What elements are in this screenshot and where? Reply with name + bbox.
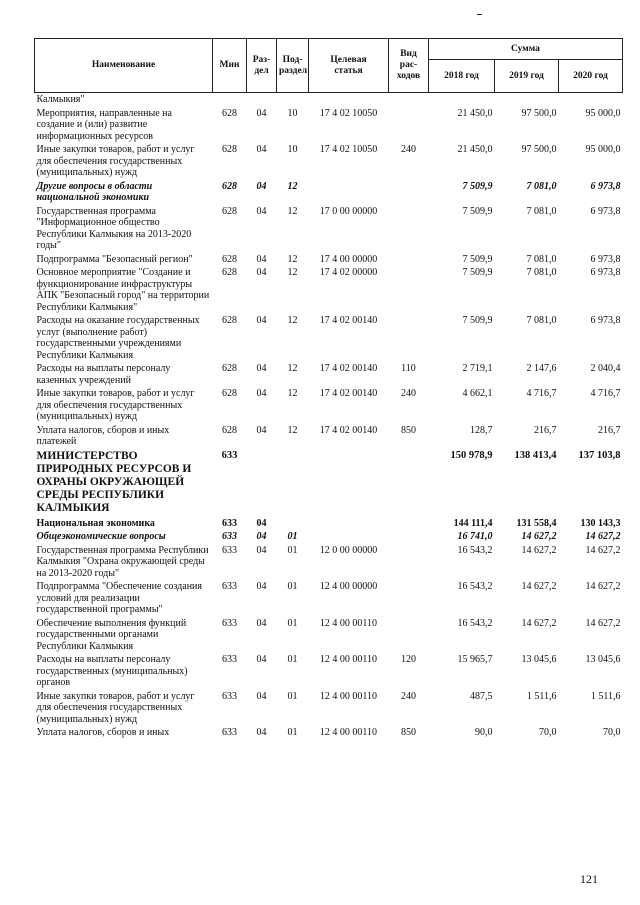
row-sum-2018: 2 719,1 [462, 363, 493, 374]
row-sum-2020: 6 973,8 [590, 180, 621, 192]
row-sum-2018: 7 509,9 [462, 315, 493, 326]
table-row [35, 517, 623, 531]
table-row [35, 387, 623, 424]
row-sum-2020: 216,7 [598, 424, 621, 436]
header-summa: Сумма [429, 39, 623, 60]
row-podrazdel: 01 [287, 727, 298, 739]
table-row [35, 253, 623, 267]
row-min: 633 [222, 531, 237, 543]
row-podrazdel: 01 [287, 654, 298, 666]
row-razdel: 04 [256, 253, 267, 265]
row-sum-2020: 4 716,7 [590, 388, 621, 399]
header-vid [389, 39, 429, 93]
table-row [35, 93, 623, 107]
row-sum-2019: 216,7 [534, 424, 557, 436]
row-tselevaya: 17 4 02 00000 [319, 267, 378, 278]
header-2020: 2020 год [559, 60, 623, 93]
header-2018: 2018 год [429, 60, 495, 93]
row-tselevaya: 17 4 02 10050 [319, 107, 378, 119]
row-sum-2018: 150 978,9 [450, 449, 493, 461]
row-name: Уплата налогов, сборов и иных платежей [36, 424, 170, 447]
row-podrazdel: 12 [287, 267, 298, 278]
row-vid [389, 617, 429, 654]
row-tselevaya [309, 93, 389, 107]
row-sum-2020: 70,0 [603, 727, 621, 739]
row-min: 628 [222, 424, 237, 436]
header-vid-text: Вид рас- ходов [396, 49, 421, 81]
row-vid [389, 314, 429, 362]
row-sum-2019: 14 627,2 [521, 544, 557, 556]
row-sum-2018: 16 543,2 [457, 581, 493, 593]
row-podrazdel: 01 [287, 531, 298, 543]
header-tselevaya-text: Целевая статья [330, 54, 367, 76]
row-sum-2019: 7 081,0 [526, 180, 557, 192]
header-min: Мин [213, 39, 247, 93]
budget-table [34, 38, 623, 740]
row-name: Иные закупки товаров, работ и услуг для обеспечения государственных (муниципальных) нужд [36, 388, 195, 422]
row-name: Национальная экономика [36, 517, 155, 529]
row-vid [389, 180, 429, 205]
row-razdel: 04 [256, 424, 267, 436]
row-vid [389, 449, 429, 517]
row-sum-2019: 97 500,0 [521, 144, 557, 155]
header-name: Наименование [35, 39, 213, 93]
row-sum-2018: 21 450,0 [457, 107, 493, 119]
row-sum-2020: 137 103,8 [578, 449, 621, 461]
row-tselevaya: 17 4 02 00140 [319, 315, 378, 326]
row-min: 628 [222, 107, 237, 119]
row-min: 628 [222, 363, 237, 374]
row-sum-2018: 7 509,9 [462, 267, 493, 278]
row-razdel: 04 [256, 727, 267, 739]
row-razdel: 04 [256, 315, 267, 326]
row-name: Другие вопросы в области национальной экономики [36, 180, 153, 203]
row-sum-2019: 14 627,2 [521, 617, 557, 629]
row-sum-2020: 6 973,8 [590, 315, 621, 326]
row-tselevaya: 12 4 00 00110 [319, 654, 378, 666]
row-vid: 240 [401, 144, 416, 155]
row-razdel: 04 [256, 205, 267, 217]
row-sum-2018: 16 741,0 [457, 531, 493, 543]
row-min: 633 [222, 654, 237, 666]
row-name: Расходы на оказание государственных услуг (выполнение работ) государственными учреждениями Республики Калмыкия [36, 315, 200, 361]
row-vid [389, 544, 429, 581]
row-razdel: 04 [256, 581, 267, 593]
row-sum-2019: 7 081,0 [526, 253, 557, 265]
row-sum-2018: 7 509,9 [462, 205, 493, 217]
row-podrazdel: 12 [287, 424, 298, 436]
row-podrazdel [277, 449, 309, 517]
row-razdel: 04 [256, 180, 267, 192]
row-sum-2020: 13 045,6 [585, 654, 621, 666]
row-tselevaya [309, 180, 389, 205]
row-sum-2018: 7 509,9 [462, 253, 493, 265]
table-row [35, 653, 623, 690]
row-sum-2018: 90,0 [475, 727, 493, 739]
row-name: МИНИСТЕРСТВО ПРИРОДНЫХ РЕСУРСОВ И ОХРАНЫ ОКРУЖАЮЩЕЙ СРЕДЫ РЕСПУБЛИКИ КАЛМЫКИЯ [36, 449, 192, 515]
row-min: 633 [222, 581, 237, 593]
row-vid [389, 107, 429, 144]
row-sum-2018: 16 543,2 [457, 617, 493, 629]
table-row [35, 580, 623, 617]
table-row [35, 107, 623, 144]
row-sum-2018: 128,7 [470, 424, 493, 436]
row-tselevaya [309, 517, 389, 531]
row-razdel [247, 93, 277, 107]
table-row [35, 424, 623, 449]
row-podrazdel: 12 [287, 180, 298, 192]
row-sum-2019: 13 045,6 [521, 654, 557, 666]
row-sum-2018: 487,5 [470, 690, 493, 702]
row-sum-2019: 7 081,0 [526, 267, 557, 278]
row-razdel: 04 [256, 517, 267, 529]
row-tselevaya [309, 449, 389, 517]
row-vid: 240 [401, 388, 416, 399]
row-sum-2019: 1 511,6 [526, 690, 557, 702]
row-tselevaya: 17 4 02 00140 [319, 363, 378, 374]
row-min: 628 [222, 315, 237, 326]
row-min: 628 [222, 253, 237, 265]
row-sum-2018 [429, 93, 495, 107]
row-tselevaya: 17 4 02 10050 [319, 144, 378, 155]
row-vid: 850 [401, 727, 416, 739]
row-sum-2019 [495, 93, 559, 107]
row-name: Иные закупки товаров, работ и услуг для обеспечения государственных (муниципальных) нужд [36, 690, 195, 725]
row-podrazdel [277, 93, 309, 107]
table-row [35, 449, 623, 517]
row-sum-2019: 97 500,0 [521, 107, 557, 119]
row-name: Государственная программа "Информационное общество Республики Калмыкия на 2013-2020 годы" [36, 205, 192, 251]
row-podrazdel: 01 [287, 617, 298, 629]
row-tselevaya: 17 4 00 00000 [319, 253, 378, 265]
row-sum-2020: 14 627,2 [585, 581, 621, 593]
row-tselevaya: 12 4 00 00110 [319, 727, 378, 739]
row-razdel: 04 [256, 363, 267, 374]
row-razdel: 04 [256, 144, 267, 155]
row-razdel: 04 [256, 267, 267, 278]
row-razdel [247, 449, 277, 517]
row-tselevaya: 12 0 00 00000 [319, 544, 378, 556]
row-min: 628 [222, 144, 237, 155]
row-name: Иные закупки товаров, работ и услуг для обеспечения государственных (муниципальных) нужд [36, 144, 195, 178]
table-row [35, 205, 623, 253]
row-min: 633 [222, 617, 237, 629]
row-podrazdel: 01 [287, 690, 298, 702]
row-sum-2020: 6 973,8 [590, 253, 621, 265]
row-sum-2019: 70,0 [539, 727, 557, 739]
row-sum-2020: 2 040,4 [590, 363, 621, 374]
row-razdel: 04 [256, 388, 267, 399]
row-name: Уплата налогов, сборов и иных [36, 727, 170, 739]
top-dash-mark [477, 14, 482, 15]
row-podrazdel: 01 [287, 581, 298, 593]
row-name: Мероприятия, направленные на создание и (или) развитие информационных ресурсов [36, 107, 172, 142]
row-sum-2019: 7 081,0 [526, 205, 557, 217]
row-sum-2020: 6 973,8 [590, 205, 621, 217]
header-2019: 2019 год [495, 60, 559, 93]
row-sum-2020: 6 973,8 [590, 267, 621, 278]
row-name: Подпрограмма "Безопасный регион" [36, 253, 193, 265]
row-tselevaya: 17 4 02 00140 [319, 424, 378, 436]
row-podrazdel [277, 517, 309, 531]
row-podrazdel: 12 [287, 253, 298, 265]
row-vid [389, 205, 429, 253]
table-row [35, 544, 623, 581]
row-podrazdel: 10 [287, 107, 298, 119]
row-sum-2020 [559, 93, 623, 107]
row-vid [389, 580, 429, 617]
row-min: 633 [222, 544, 237, 556]
row-razdel: 04 [256, 654, 267, 666]
row-sum-2019: 7 081,0 [526, 315, 557, 326]
table-row [35, 314, 623, 362]
row-vid [389, 253, 429, 267]
table-row [35, 617, 623, 654]
row-vid [389, 517, 429, 531]
row-razdel: 04 [256, 544, 267, 556]
page-number: 121 [580, 872, 598, 886]
row-sum-2019: 138 413,4 [514, 449, 557, 461]
row-min: 628 [222, 388, 237, 399]
row-name: Основное мероприятие "Создание и функционирование инфраструктуры АПК "Безопасный город" на территории Республики Калмыкия" [36, 267, 210, 313]
row-sum-2020: 95 000,0 [585, 144, 621, 155]
row-sum-2019: 14 627,2 [521, 581, 557, 593]
row-sum-2019: 4 716,7 [526, 388, 557, 399]
header-razdel-text: Раз- дел [252, 54, 271, 76]
row-sum-2018: 7 509,9 [462, 180, 493, 192]
header-tselevaya [309, 39, 389, 93]
header-podrazdel [277, 39, 309, 93]
table-header [35, 39, 623, 93]
table-row [35, 530, 623, 544]
row-sum-2020: 14 627,2 [585, 617, 621, 629]
row-name: Обеспечение выполнения функций государственными органами Республики Калмыкия [36, 617, 187, 652]
row-tselevaya: 12 4 00 00000 [319, 581, 378, 593]
row-sum-2020: 130 143,3 [580, 517, 621, 529]
row-podrazdel: 12 [287, 205, 298, 217]
row-min: 628 [222, 267, 237, 278]
row-name: Подпрограмма "Обеспечение создания условий для реализации государственной программы" [36, 581, 203, 616]
row-vid [389, 93, 429, 107]
row-vid: 850 [401, 424, 416, 436]
row-name: Расходы на выплаты персоналу казенных учреждений [36, 363, 171, 386]
row-sum-2020: 1 511,6 [590, 690, 621, 702]
row-razdel: 04 [256, 531, 267, 543]
row-min: 633 [221, 449, 238, 461]
row-min: 633 [222, 517, 237, 529]
row-sum-2019: 14 627,2 [521, 531, 557, 543]
row-podrazdel: 12 [287, 315, 298, 326]
row-tselevaya: 17 4 02 00140 [319, 388, 378, 399]
row-sum-2020: 14 627,2 [585, 544, 621, 556]
row-vid: 240 [401, 690, 416, 702]
row-tselevaya: 17 0 00 00000 [319, 205, 378, 217]
row-razdel: 04 [256, 617, 267, 629]
row-min: 628 [222, 205, 237, 217]
row-sum-2018: 15 965,7 [457, 654, 493, 666]
header-razdel [247, 39, 277, 93]
table-row [35, 143, 623, 180]
row-vid: 120 [401, 654, 416, 666]
row-razdel: 04 [256, 107, 267, 119]
row-vid [389, 266, 429, 314]
header-podrazdel-text: Под- раздел [279, 54, 308, 76]
row-tselevaya: 12 4 00 00110 [319, 617, 378, 629]
row-podrazdel: 10 [287, 144, 298, 155]
table-row [35, 726, 623, 740]
table-row [35, 362, 623, 387]
row-sum-2019: 2 147,6 [526, 363, 557, 374]
row-min: 633 [222, 727, 237, 739]
row-vid: 110 [401, 363, 416, 374]
row-tselevaya [309, 530, 389, 544]
row-podrazdel: 01 [287, 544, 298, 556]
table-row [35, 180, 623, 205]
row-sum-2019: 131 558,4 [516, 517, 557, 529]
row-podrazdel: 12 [287, 363, 298, 374]
table-body [35, 93, 623, 740]
row-name: Калмыкия" [36, 94, 85, 105]
row-name: Общеэкономические вопросы [36, 531, 166, 543]
row-vid [389, 530, 429, 544]
row-min [213, 93, 247, 107]
row-sum-2018: 144 111,4 [453, 517, 493, 529]
row-sum-2018: 4 662,1 [462, 388, 493, 399]
row-tselevaya: 12 4 00 00110 [319, 690, 378, 702]
row-sum-2018: 21 450,0 [457, 144, 493, 155]
row-razdel: 04 [256, 690, 267, 702]
row-name: Государственная программа Республики Калмыкия "Охрана окружающей среды на 2013-2020 годы" [36, 544, 209, 579]
row-sum-2020: 95 000,0 [585, 107, 621, 119]
row-sum-2018: 16 543,2 [457, 544, 493, 556]
row-min: 633 [222, 690, 237, 702]
row-min: 628 [222, 180, 237, 192]
row-name: Расходы на выплаты персоналу государственных (муниципальных) органов [36, 654, 188, 689]
row-sum-2020: 14 627,2 [585, 531, 621, 543]
table-row [35, 266, 623, 314]
row-podrazdel: 12 [287, 388, 298, 399]
table-row [35, 690, 623, 727]
